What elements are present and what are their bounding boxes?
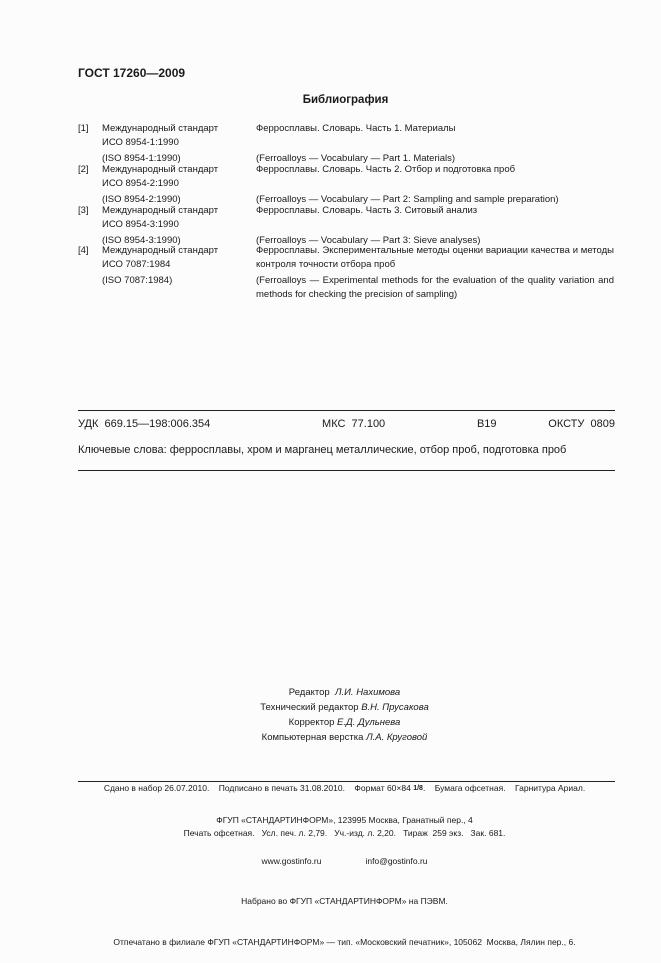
standard-number-ru: ИСО 7087:1984 [102,258,171,270]
credit-name: Л.И. Нахимова [334,687,401,698]
title-ru: Ферросплавы. Экспериментальные методы оценки вариации качества и методы контроля точности отбора проб [256,245,614,270]
credit-line [28,700,661,715]
print-info-line-2: Печать офсетная. Усл. печ. л. 2,79. Уч.-изд. л. 2,20. Тираж 259 экз. Зак. 681. [183,828,506,838]
standard-number-en: (ISO 8954-3:1990) [102,235,181,246]
standard-type: Международный стандарт [102,164,219,175]
title-en: (Ferroalloys — Vocabulary — Part 2: Sampling and sample preparation) [256,194,559,205]
publisher-contacts [28,855,661,869]
credit-line [28,730,661,745]
entry-title [256,204,614,248]
divider [78,781,615,782]
okstu-code: ОКСТУ 0809 [548,418,615,430]
entry-title [256,163,614,207]
title-ru: Ферросплавы. Словарь. Часть 1. Материалы [256,123,456,134]
divider [78,470,615,471]
bibliography-entry [78,122,616,162]
title-en: (Ferroalloys — Vocabulary — Part 3: Sieve analyses) [256,235,481,246]
typeset-info: Набрано во ФГУП «СТАНДАРТИНФОРМ» на ПЭВМ. [241,896,448,906]
entry-number: [1] [78,123,89,134]
classification-row [78,418,615,430]
title-en: (Ferroalloys — Vocabulary — Part 1. Materials) [256,153,456,164]
udk-code: УДК 669.15—198:006.354 [78,418,211,430]
format-fraction: 1/8 [413,785,423,792]
standard-number-en: (ISO 8954-2:1990) [102,194,181,205]
entry-title [256,122,614,166]
credit-name: Л.А. Круговой [366,732,428,743]
credit-name: Е.Д. Дульнева [337,717,401,728]
credit-line [28,685,661,700]
print-dates-format: Сдано в набор 26.07.2010. Подписано в печать 31.08.2010. Формат 60×84 [103,783,414,793]
entry-number: [4] [78,245,89,256]
publisher-website: www.gostinfo.ru [261,855,322,866]
title-ru: Ферросплавы. Словарь. Часть 2. Отбор и подготовка проб [256,164,516,175]
bibliography-title: Библиография [302,94,389,106]
publisher-email: info@gostinfo.ru [365,855,428,866]
title-en: (Ferroalloys — Experimental methods for the evaluation of the quality variation and methods for checking the precision of sampling) [256,275,614,300]
credit-role: Компьютерная верстка [261,732,364,743]
credit-role: Редактор [288,687,330,698]
entry-standard [102,163,262,207]
bibliography-entry [78,163,616,203]
standard-type: Международный стандарт [102,205,219,216]
entry-title [256,244,614,301]
standard-number-ru: ИСО 8954-1:1990 [102,136,179,148]
credit-role: Технический редактор [260,702,359,713]
title-ru: Ферросплавы. Словарь. Часть 3. Ситовый анализ [256,205,478,216]
standard-type: Международный стандарт [102,245,219,256]
category-code: В19 [476,418,497,430]
divider [78,410,615,411]
entry-number: [2] [78,164,89,175]
entry-number: [3] [78,205,89,216]
standard-number-ru: ИСО 8954-2:1990 [102,177,179,189]
credit-line [28,715,661,730]
paper-font-info: . Бумага офсетная. Гарнитура Ариал. [422,783,586,793]
standard-number-en: (ISO 7087:1984) [102,275,173,286]
credits-block [0,685,661,745]
credit-name: В.Н. Прусакова [361,702,429,713]
keywords: Ключевые слова: ферросплавы, хром и марганец металлические, отбор проб, подготовка проб [78,444,567,456]
standard-number-ru: ИСО 8954-3:1990 [102,218,179,230]
entry-standard [102,122,262,166]
printed-info: Отпечатано в филиале ФГУП «СТАНДАРТИНФОРМ» — тип. «Московский печатник», 105062 Москва, Лялин пер., 6. [113,936,576,947]
document-id: ГОСТ 17260—2009 [78,66,186,80]
publisher-info [0,787,661,963]
bibliography-entry [78,244,616,300]
entry-standard [102,204,262,248]
entry-standard [102,244,262,288]
publisher-address: ФГУП «СТАНДАРТИНФОРМ», 123995 Москва, Гранатный пер., 4 [216,815,473,825]
credit-role: Корректор [288,717,335,728]
standard-number-en: (ISO 8954-1:1990) [102,153,181,164]
standard-type: Международный стандарт [102,123,219,134]
bibliography-entry [78,204,616,244]
mks-code: МКС 77.100 [322,418,386,430]
